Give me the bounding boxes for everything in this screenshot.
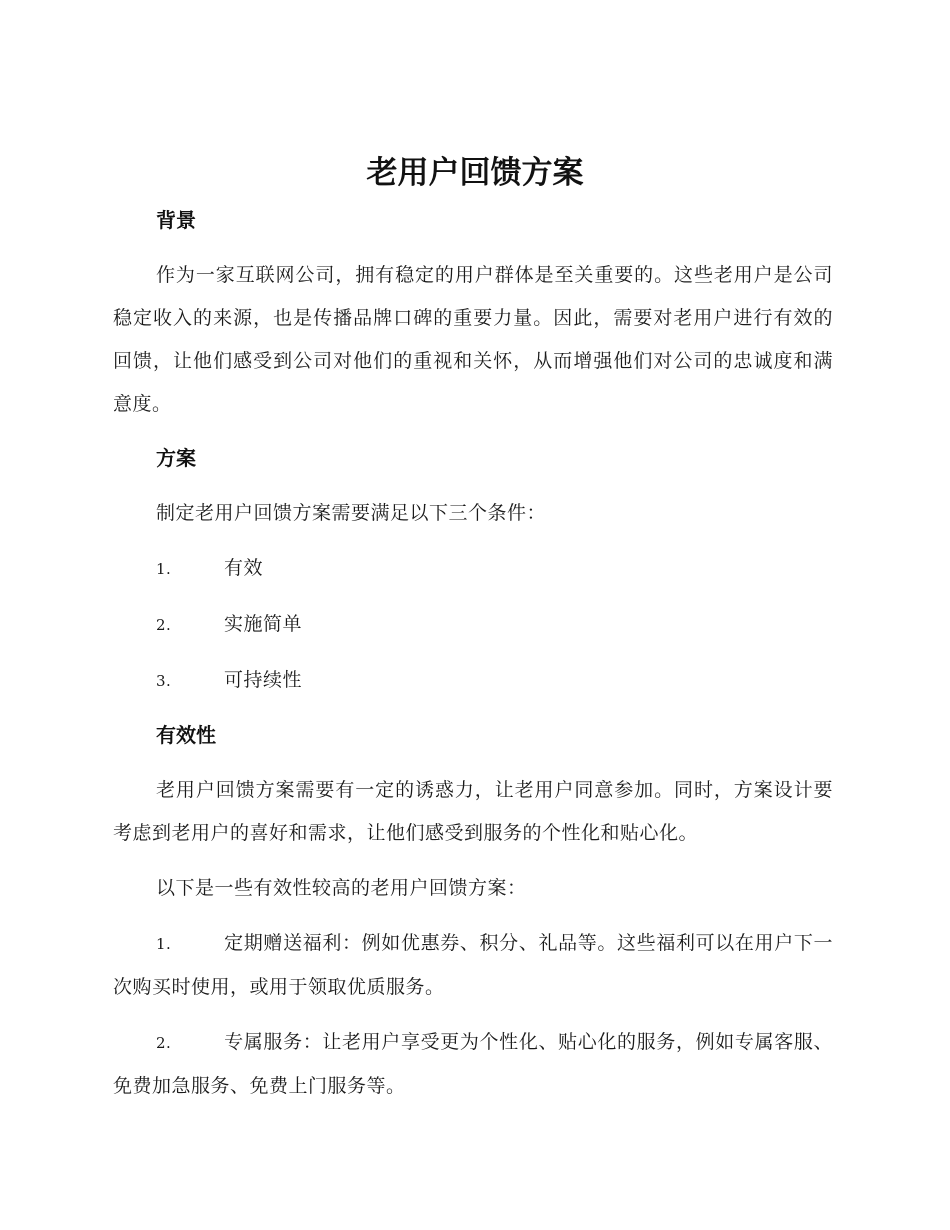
- list-item: [113, 922, 833, 1009]
- document-title: 老用户回馈方案: [366, 155, 584, 191]
- section-heading-effectiveness: 有效性: [156, 723, 216, 747]
- effectiveness-intro: 以下是一些有效性较高的老用户回馈方案：: [156, 877, 527, 899]
- list-item-number: 3.: [156, 672, 172, 690]
- list-item-text: 定期赠送福利：例如优惠券、积分、礼品等。这些福利可以在用户下一次购买时使用，或用于领取优质服务。: [113, 932, 833, 998]
- list-item-text: 有效: [224, 557, 264, 579]
- section-heading-plan: 方案: [156, 446, 196, 470]
- plan-conditions-list: [113, 547, 833, 703]
- list-item-number: 1.: [156, 560, 172, 578]
- list-item-number: 2.: [156, 1034, 172, 1052]
- effectiveness-paragraph: 老用户回馈方案需要有一定的诱惑力，让老用户同意参加。同时，方案设计要考虑到老用户的喜好和需求，让他们感受到服务的个性化和贴心化。: [113, 779, 833, 844]
- background-paragraph: 作为一家互联网公司，拥有稳定的用户群体是至关重要的。这些老用户是公司稳定收入的来源，也是传播品牌口碑的重要力量。因此，需要对老用户进行有效的回馈，让他们感受到公司对他们的重视和关怀，从而增强他们对公司的忠诚度和满意度。: [113, 264, 833, 415]
- list-item-text: 专属服务：让老用户享受更为个性化、贴心化的服务，例如专属客服、免费加急服务、免费上门服务等。: [113, 1031, 833, 1097]
- list-item-text: 实施简单: [224, 613, 303, 635]
- plan-intro: 制定老用户回馈方案需要满足以下三个条件：: [156, 502, 547, 524]
- reward-plans-list: [113, 922, 833, 1108]
- list-item-number: 2.: [156, 616, 172, 634]
- list-item: [113, 603, 833, 647]
- section-heading-background: 背景: [156, 208, 196, 232]
- list-item: [113, 659, 833, 703]
- list-item-text: 可持续性: [224, 669, 303, 691]
- list-item-number: 1.: [156, 935, 172, 953]
- list-item: [113, 547, 833, 591]
- document-body: [113, 200, 833, 1120]
- list-item: [113, 1021, 833, 1108]
